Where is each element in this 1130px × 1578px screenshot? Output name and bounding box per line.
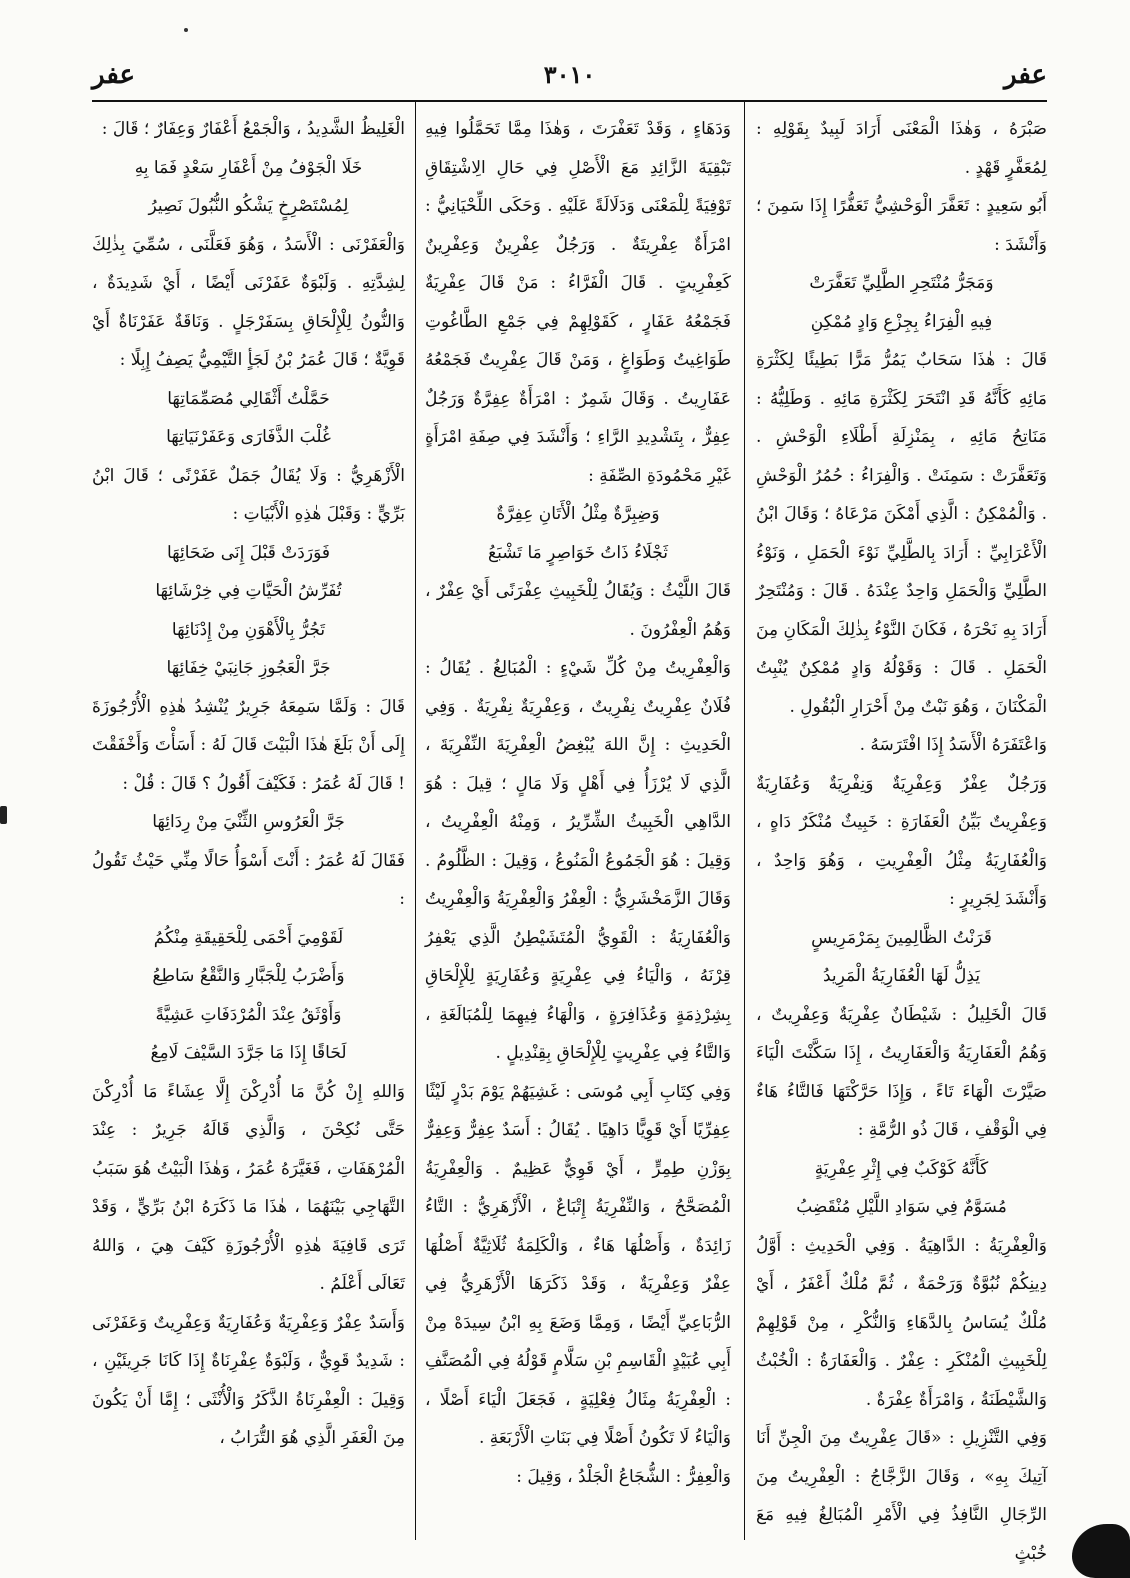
- verse-line: لِمُسْتَصْرِخٍ يَشْكُو النُّبُولَ نَصِيرُ: [148, 196, 349, 216]
- paragraph: قَالَ الْخَلِيلُ : شَيْطَانٌ عِفْرِيَةٌ وَعِفْرِيتٌ ، وَهُمُ الْعَفَارِيَةُ وَالْعَفَارِيتُ ، إِذَا سَكَّنْتَ الْيَاءَ صَيَّرْتَ الْهَاءَ تَاءً ، وَإِذَا حَرَّكْتَهَا فَالتَّاءُ هَاءٌ فِي الْوَقْفِ ، قَالَ ذُو الرُّمَّةِ :: [756, 1004, 1047, 1140]
- column-divider-right: [744, 100, 745, 1540]
- verse-line: وَأَضْرَبُ لِلْجَبَّارِ وَالنَّقْعُ سَاطِعُ: [152, 966, 345, 986]
- verse-line: لَحَاقًا إِذَا مَا جَرَّدَ السَّيْفَ لَامِعُ: [150, 1043, 347, 1063]
- paragraph: وَالْعَفَرْنَى : الْأَسَدُ ، وَهُوَ فَعَلَّنَى ، سُمِّيَ بِذٰلِكَ لِشِدَّتِهِ . وَلَبْوَةٌ عَفَرْنَى أَيْضًا ، أَيْ شَدِيدَةٌ ، وَالنُّونُ لِلْإِلْحَاقِ بِسَفَرْجَلٍ . وَنَاقَةٌ عَفَرْنَاةٌ أَيْ قَوِيَّةٌ ؛ قَالَ عُمَرُ بْنُ لَجَأٍ التَّيْمِيُّ يَصِفُ إِبِلًا :: [92, 234, 405, 370]
- verse-line: قَرَنْتُ الظَّالِمِينَ بِمَرْمَرِيسٍ: [811, 927, 992, 948]
- paragraph: وَالْعِفِرُّ : الشُّجَاعُ الْجَلْدُ ، وَقِيلَ :: [516, 1466, 731, 1487]
- verse-line: تُفَرِّشُ الْحَيَّاتِ فِي خِرْشَائِهَا: [155, 581, 342, 601]
- verse-line: يَذِلُّ لَهَا الْعُفَارِيَةُ الْمَرِيدُ: [822, 966, 981, 986]
- verse-line: وَأَوْثَقُ عِنْدَ الْمُرْدَفَاتِ عَشِيَّةً: [155, 1004, 342, 1025]
- page-speck: [184, 28, 188, 32]
- header-rule: [92, 100, 1047, 102]
- paragraph: وَدَهَاءٍ ، وَقَدْ تَعَفْرَتَ ، وَهٰذَا مِمَّا تَحَمَّلُوا فِيهِ تَبْقِيَةَ الزَّائِدِ مَعَ الْأَصْلِ فِي حَالِ الِاشْتِقَاقِ تَوْفِيَةً لِلْمَعْنَى وَدَلَالَةً عَلَيْهِ . وَحَكَى اللِّحْيَانِيُّ : امْرَأَةٌ عِفْرِيتَةٌ . وَرَجُلٌ عِفْرِينٌ وَعِفْرِينٌ كَعِفْرِيتٍ . قَالَ الْفَرَّاءُ : مَنْ قَالَ عِفْرِيَةٌ فَجَمْعُهُ عَفَارٍ ، كَقَوْلِهِمْ فِي جَمْعِ الطَّاغُوتِ طَوَاغِيتُ وَطَوَاغٍ ، وَمَنْ قَالَ عِفْرِيتٌ فَجَمْعُهُ عَفَارِيتُ . وَقَالَ شَمِرٌ : امْرَأَةٌ عِفِرَّةٌ وَرَجُلٌ عِفِرٌّ ، بِتَشْدِيدِ الرَّاءِ ؛ وَأَنْشَدَ فِي صِفَةِ امْرَأَةٍ غَيْرِ مَحْمُودَةِ الصِّفَةِ :: [425, 119, 731, 486]
- scan-corner-blot: [1072, 1524, 1130, 1578]
- verse-line: فِيهِ الْفِرَاءُ بِجِزْعِ وَادٍ مُمْكِنِ: [810, 311, 993, 332]
- verse-line: غُلْبَ الذَّفَارَى وَعَفَرْنَيَاتِهَا: [166, 427, 331, 447]
- verse-line: جَرَّ الْعَرُوسِ الثِّنْيَ مِنْ رِدَائِهَا: [152, 812, 345, 832]
- paragraph: وَرَجُلٌ عِفْرٌ وَعِفْرِيَةٌ وَنِفْرِيَةٌ وَعُفَارِيَةٌ وَعِفْرِيتٌ بَيِّنُ الْعَفَارَةِ : خَبِيثٌ مُنْكَرٌ دَاهٍ ، وَالْعُفَارِيَةُ مِثْلُ الْعِفْرِيتِ ، وَهُوَ وَاحِدٌ ، وَأَنْشَدَ لِجَرِيرٍ :: [756, 773, 1047, 909]
- paragraph: الْغَلِيظُ الشَّدِيدُ ، وَالْجَمْعُ أَعْفَارٌ وَعِفَارٌ ؛ قَالَ :: [101, 119, 405, 139]
- verse-line: كَأَنَّهُ كَوْكَبٌ فِي إِثْرِ عِفْرِيَةٍ: [814, 1158, 989, 1179]
- paragraph: وَالْعِفْرِيتُ مِنْ كُلِّ شَيْءٍ : الْمُبَالِغُ . يُقَالُ : فُلَانٌ عِفْرِيتٌ نِفْرِيتٌ ، وَعِفْرِيَةٌ نِفْرِيَةٌ . وَفِي الْحَدِيثِ : إِنَّ اللهَ يُبْغِضُ الْعِفْرِيَةَ النِّفْرِيَةَ ، الَّذِي لَا يُرْزَأُ فِي أَهْلٍ وَلَا مَالٍ ؛ قِيلَ : هُوَ الدَّاهِي الْخَبِيثُ الشِّرِّيرُ ، وَمِنْهُ الْعِفْرِيتُ ، وَقِيلَ : هُوَ الْجَمُوعُ الْمَنُوعُ ، وَقِيلَ : الظَّلُومُ . وَقَالَ الزَّمَخْشَرِيُّ : الْعِفْرُ وَالْعِفْرِيَةُ وَالْعِفْرِيتُ وَالْعُفَارِيَةُ : الْقَوِيُّ الْمُتَشَيْطِنُ الَّذِي يَعْفِرُ قِرْنَهُ ، وَالْيَاءُ فِي عِفْرِيَةٍ وَعُفَارِيَةٍ لِلْإِلْحَاقِ بِشِرْذِمَةٍ وَعُذَافِرَةٍ ، وَالْهَاءُ فِيهِمَا لِلْمُبَالَغَةِ ، وَالتَّاءُ فِي عِفْرِيتٍ لِلْإِلْحَاقِ بِقِنْدِيلٍ .: [425, 658, 731, 1063]
- column-middle: [425, 110, 731, 1530]
- paragraph: وَاعْتَفَرَهُ الْأَسَدُ إِذَا افْتَرَسَهُ .: [859, 735, 1047, 755]
- paragraph: أَبُو سَعِيدٍ : تَعَفَّرَ الْوَحْشِيُّ تَعَفُّرًا إِذَا سَمِنَ ؛ وَأَنْشَدَ :: [756, 196, 1047, 255]
- page-header: [92, 60, 1047, 100]
- paragraph: قَالَ : وَلَمَّا سَمِعَهُ جَرِيرٌ يُنْشِدُ هٰذِهِ الْأُرْجُوزَةَ إِلَى أَنْ بَلَغَ هٰذَا الْبَيْتَ قَالَ لَهُ : أَسَأْتَ وَأَخْفَقْتَ ! قَالَ لَهُ عُمَرُ : فَكَيْفَ أَقُولُ ؟ قَالَ : قُلْ :: [92, 696, 405, 794]
- column-right: [756, 110, 1047, 1564]
- paragraph: صَبْرَهُ ، وَهٰذَا الْمَعْنَى أَرَادَ لَبِيدٌ بِقَوْلِهِ : لِمُعَفَّرٍ قَهْدٍ .: [756, 119, 1047, 178]
- verse-line: فَوَرَدَتْ قَبْلَ إِنَى ضَحَائِهَا: [167, 542, 330, 563]
- verse-line: لَقَوْمِيَ أَحْمَى لِلْحَقِيقَةِ مِنْكُمُ: [153, 927, 344, 948]
- page-number: ٣٠١٠: [543, 60, 596, 89]
- paragraph: وَالْعِفْرِيَةُ : الدَّاهِيَةُ . وَفِي الْحَدِيثِ : أَوَّلُ دِينِكُمْ نُبُوَّةٌ وَرَحْمَةٌ ، ثُمَّ مُلْكٌ أَعْفَرُ ، أَيْ مُلْكٌ يُسَاسُ بِالدَّهَاءِ وَالنُّكْرِ ، مِنْ قَوْلِهِمْ لِلْخَبِيثِ الْمُنْكَرِ : عِفْرٌ . وَالْعَفَارَةُ : الْخُبْثُ وَالشَّيْطَنَةُ ، وَامْرَأَةٌ عِفْرَةٌ .: [756, 1235, 1047, 1410]
- header-entry-word-left: عفر: [92, 60, 136, 90]
- verse-line: وَمَجَرُّ مُنْتَحِرِ الطَّلِيِّ تَعَفَّرَتْ: [809, 273, 994, 293]
- paragraph: وَأَسَدٌ عِفْرٌ وَعِفْرِيَةٌ وَعُفَارِيَةٌ وَعِفْرِيتٌ وَعَفَرْنَى : شَدِيدٌ قَوِيٌّ ، وَلَبْوَةٌ عِفْرِنَاةٌ إِذَا كَانَا جَرِيئَيْنِ ، وَقِيلَ : الْعِفْرِنَاةُ الذَّكَرُ وَالْأُنْثَى ؛ إِمَّا أَنْ يَكُونَ مِنَ الْعَفَرِ الَّذِي هُوَ التُّرَابُ ،: [92, 1312, 405, 1448]
- column-divider-left: [415, 100, 416, 1540]
- paragraph: وَاللهِ إِنْ كُنَّ مَا أُدْرِكْنَ إِلَّا عِشَاءً مَا أُدْرِكْنَ حَتَّى نُكِحْنَ ، وَالَّذِي قَالَهُ جَرِيرٌ : عِنْدَ الْمُرْهَفَاتِ ، فَغَيَّرَهُ عُمَرُ ، وَهٰذَا الْبَيْتُ هُوَ سَبَبُ التَّهَاجِي بَيْنَهُمَا ، هٰذَا مَا ذَكَرَهُ ابْنُ بَرِّيٍّ ، وَقَدْ تَرَى قَافِيَةَ هٰذِهِ الْأُرْجُوزَةِ كَيْفَ هِيَ ، وَاللهُ تَعَالَى أَعْلَمُ .: [92, 1081, 405, 1294]
- paragraph: الْأَزْهَرِيُّ : وَلَا يُقَالُ جَمَلٌ عَفَرْنًى ؛ قَالَ ابْنُ بَرِّيٍّ : وَقَبْلَ هٰذِهِ الْأَبْيَاتِ :: [92, 465, 405, 524]
- scan-edge-mark: [0, 806, 7, 824]
- verse-line: وَضِبِرَّةٌ مِثْلُ الْأَتَانِ عِفِرَّةٌ: [496, 504, 660, 524]
- verse-line: تَجُرُّ بِالْأَهْوَنِ مِنْ إِدْنَائِهَا: [171, 619, 326, 640]
- verse-line: ثَجْلَاءُ ذَاتُ خَوَاصِرٍ مَا تَشْبَعُ: [488, 542, 668, 563]
- paragraph: قَالَ اللَّيْثُ : وَيُقَالُ لِلْخَبِيثِ عِفْرَنًى أَيْ عِفْرٌ ، وَهُمُ الْعِفْرُونَ .: [425, 581, 731, 640]
- paragraph: وَفِي التَّنْزِيلِ : «قَالَ عِفْرِيتٌ مِنَ الْجِنِّ أَنَا آتِيكَ بِهِ» ، وَقَالَ الزَّجَّاجُ : الْعِفْرِيتُ مِنَ الرِّجَالِ النَّافِذُ فِي الْأَمْرِ الْمُبَالِغُ فِيهِ مَعَ خُبْثٍ: [756, 1428, 1047, 1564]
- verse-line: مُسَوَّمٌ فِي سَوَادِ اللَّيْلِ مُنْقَضِبُ: [796, 1197, 1007, 1217]
- paragraph: فَقَالَ لَهُ عُمَرُ : أَنْتَ أَسْوَأُ حَالًا مِنِّي حَيْثُ تَقُولُ :: [92, 850, 405, 909]
- paragraph: قَالَ : هٰذَا سَحَابٌ يَمُرُّ مَرًّا بَطِيئًا لِكَثْرَةِ مَائِهِ كَأَنَّهُ قَدِ انْتَحَرَ لِكَثْرَةِ مَائِهِ . وَطَلِيُّهُ : مَنَاتِحُ مَائِهِ ، بِمَنْزِلَةِ أَطْلَاءِ الْوَحْشِ . وَتَعَفَّرَتْ : سَمِنَتْ . وَالْفِرَاءُ : حُمُرُ الْوَحْشِ . وَالْمُمْكِنُ : الَّذِي أَمْكَنَ مَرْعَاهُ ؛ وَقَالَ ابْنُ الْأَعْرَابِيِّ : أَرَادَ بِالطَّلِيِّ نَوْءَ الْحَمَلِ ، وَنَوْءُ الطَّلِيِّ وَالْحَمَلِ وَاحِدٌ عِنْدَهُ . قَالَ : وَمُنْتَحِرٌ أَرَادَ بِهِ نَحْرَهُ ، فَكَانَ النَّوْءُ بِذٰلِكَ الْمَكَانِ مِنَ الْحَمَلِ . قَالَ : وَقَوْلُهُ وَادٍ مُمْكِنٌ يُنْبِتُ الْمَكْنَانَ ، وَهُوَ نَبْتٌ مِنْ أَحْرَارِ الْبُقُولِ .: [756, 350, 1047, 717]
- verse-line: جَرَّ الْعَجُوزِ جَانِبَيْ خِفَائِهَا: [166, 658, 331, 678]
- column-left: [92, 110, 405, 1530]
- verse-line: حَمَّلْتُ أَثْقَالِي مُصَمِّمَاتِهَا: [167, 388, 330, 409]
- verse-line: خَلَا الْجَوْفُ مِنْ أَعْفَارِ سَعْدٍ فَمَا بِهِ: [134, 157, 363, 178]
- header-entry-word-right: عفر: [1003, 60, 1047, 90]
- paragraph: وَفِي كِتَابِ أَبِي مُوسَى : غَشِيَهُمْ يَوْمَ بَدْرٍ لَيْثًا عِفِرِّيًا أَيْ قَوِيًّا دَاهِيًا . يُقَالُ : أَسَدٌ عِفِرٌّ وَعِفِرٌّ بِوَزْنِ طِمِرٍّ ، أَيْ قَوِيٌّ عَظِيمٌ . وَالْعِفْرِيَةُ الْمُصَحَّحُ ، وَالنِّفْرِيَةُ إِتْبَاعٌ ، الْأَزْهَرِيُّ : التَّاءُ زَائِدَةٌ ، وَأَصْلُهَا هَاءٌ ، وَالْكَلِمَةُ ثُلَاثِيَّةٌ أَصْلُهَا عِفْرٌ وَعِفْرِيَةٌ ، وَقَدْ ذَكَرَهَا الْأَزْهَرِيُّ فِي الرُّبَاعِيِّ أَيْضًا ، وَمِمَّا وَضَعَ بِهِ ابْنُ سِيدَهْ مِنْ أَبِي عُبَيْدٍ الْقَاسِمِ بْنِ سَلَّامٍ قَوْلُهُ فِي الْمُصَنَّفِ : الْعِفْرِيَةُ مِثَالُ فِعْلِيَةٍ ، فَجَعَلَ الْيَاءَ أَصْلًا ، وَالْيَاءُ لَا تَكُونُ أَصْلًا فِي بَنَاتِ الْأَرْبَعَةِ .: [425, 1081, 731, 1448]
